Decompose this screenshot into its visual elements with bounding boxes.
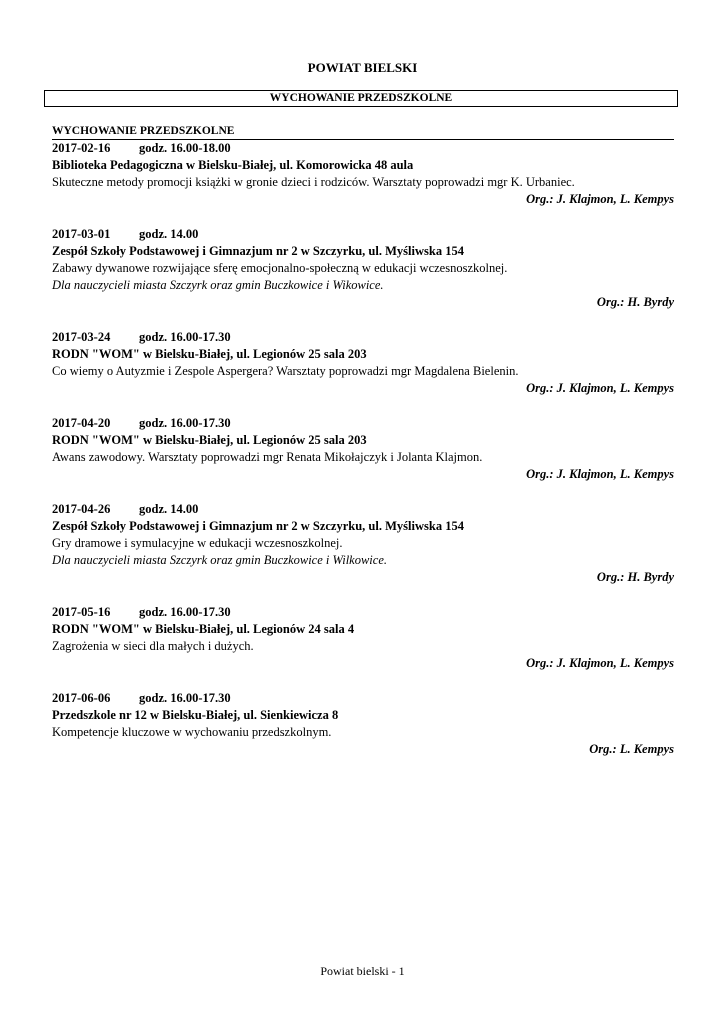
event-time: godz. 16.00-18.00 (139, 141, 231, 155)
event-description: Zabawy dywanowe rozwijające sferę emocjonalno-społeczną w edukacji wczesnoszkolnej. (52, 261, 508, 275)
event-date: 2017-03-01 (52, 227, 111, 241)
event-entry (52, 140, 674, 208)
event-date: 2017-04-20 (52, 416, 111, 430)
event-organizers: Org.: H. Byrdy (596, 295, 674, 309)
event-location: RODN "WOM" w Bielsku-Białej, ul. Legionów 25 sala 203 (52, 347, 367, 361)
event-description: Kompetencje kluczowe w wychowaniu przedszkolnym. (52, 725, 332, 739)
event-date: 2017-03-24 (52, 330, 111, 344)
event-time: godz. 16.00-17.30 (139, 330, 231, 344)
event-date: 2017-02-16 (52, 141, 111, 155)
event-audience-note: Dla nauczycieli miasta Szczyrk oraz gmin Buczkowice i Wilkowice. (52, 553, 388, 567)
event-location: Zespół Szkoły Podstawowej i Gimnazjum nr 2 w Szczyrku, ul. Myśliwska 154 (52, 519, 464, 533)
event-location: RODN "WOM" w Bielsku-Białej, ul. Legionów 25 sala 203 (52, 433, 367, 447)
event-entry (52, 415, 674, 483)
event-audience-note: Dla nauczycieli miasta Szczyrk oraz gmin Buczkowice i Wikowice. (52, 278, 384, 292)
event-datetime (52, 329, 674, 346)
event-datetime (52, 226, 674, 243)
event-date: 2017-05-16 (52, 605, 111, 619)
event-description: Skuteczne metody promocji książki w gronie dzieci i rodziców. Warsztaty poprowadzi mgr K. Urbaniec. (52, 175, 575, 189)
event-datetime (52, 501, 674, 518)
event-time: godz. 14.00 (139, 227, 199, 241)
event-description: Co wiemy o Autyzmie i Zespole Aspergera? Warsztaty poprowadzi mgr Magdalena Bielenin. (52, 364, 519, 378)
event-time: godz. 16.00-17.30 (139, 691, 231, 705)
event-organizers: Org.: H. Byrdy (596, 570, 674, 584)
document-body (52, 124, 674, 776)
event-location: Przedszkole nr 12 w Bielsku-Białej, ul. Sienkiewicza 8 (52, 708, 339, 722)
event-location: RODN "WOM" w Bielsku-Białej, ul. Legionów 24 sala 4 (52, 622, 355, 636)
section-heading: WYCHOWANIE PRZEDSZKOLNE (52, 124, 674, 140)
event-description: Gry dramowe i symulacyjne w edukacji wczesnoszkolnej. (52, 536, 343, 550)
event-location: Zespół Szkoły Podstawowej i Gimnazjum nr 2 w Szczyrku, ul. Myśliwska 154 (52, 244, 464, 258)
event-time: godz. 14.00 (139, 502, 199, 516)
event-datetime (52, 604, 674, 621)
event-organizers: Org.: J. Klajmon, L. Kempys (526, 467, 674, 481)
event-date: 2017-06-06 (52, 691, 111, 705)
event-description: Awans zawodowy. Warsztaty poprowadzi mgr Renata Mikołajczyk i Jolanta Klajmon. (52, 450, 483, 464)
page-footer: Powiat bielski - 1 (320, 964, 405, 978)
event-location: Biblioteka Pedagogiczna w Bielsku-Białej, ul. Komorowicka 48 aula (52, 158, 414, 172)
event-organizers: Org.: L. Kempys (589, 742, 674, 756)
event-entry (52, 329, 674, 397)
event-organizers: Org.: J. Klajmon, L. Kempys (526, 656, 674, 670)
event-time: godz. 16.00-17.30 (139, 416, 231, 430)
event-entry (52, 604, 674, 672)
event-datetime (52, 690, 674, 707)
event-time: godz. 16.00-17.30 (139, 605, 231, 619)
event-entry (52, 501, 674, 586)
event-description: Zagrożenia w sieci dla małych i dużych. (52, 639, 254, 653)
event-list (52, 140, 674, 758)
event-datetime (52, 140, 674, 157)
event-organizers: Org.: J. Klajmon, L. Kempys (526, 192, 674, 206)
event-datetime (52, 415, 674, 432)
event-organizers: Org.: J. Klajmon, L. Kempys (526, 381, 674, 395)
page-title: POWIAT BIELSKI (307, 60, 418, 75)
event-entry (52, 690, 674, 758)
event-date: 2017-04-26 (52, 502, 111, 516)
section-banner: WYCHOWANIE PRZEDSZKOLNE (44, 90, 678, 107)
event-entry (52, 226, 674, 311)
